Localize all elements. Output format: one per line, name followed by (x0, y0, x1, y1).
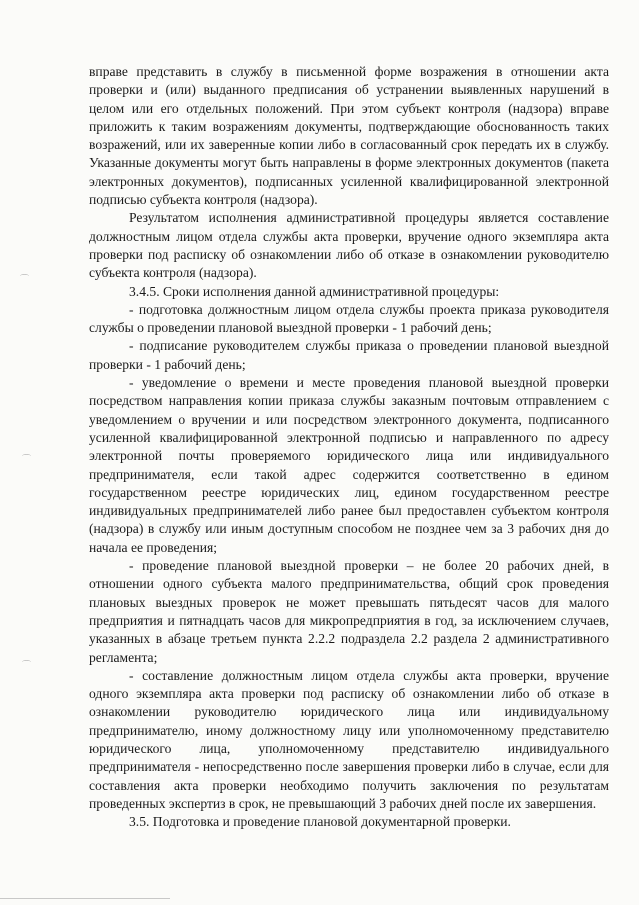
list-item: - составление должностным лицом отдела службы акта проверки, вручение одного экземпляра акта проверки под расписку об ознакомлении либо об отказе в ознакомлении руководителю юридического лица или индивидуальному предпринимателю, иному должностному лицу или уполномоченному представителю юридического лица, уполномоченному представителю индивидуального предпринимателя - непосредственно после завершения проверки либо в случае, если для составления акта проверки необходимо получить заключения по результатам проведенных экспертиз в срок, не превышающий 3 рабочих дней после их завершения. (89, 667, 609, 811)
section-3-5-heading: 3.5. Подготовка и проведение плановой документарной проверки. (129, 814, 511, 830)
list-item: - уведомление о времени и месте проведения плановой выездной проверки посредством направления копии приказа службы заказным почтовым отправлением с уведомлением о вручении и или посредством электронного документа, подписанного усиленной квалифицированной электронной подписью и направленного по адресу электронной почты проверяемого юридического лица или индивидуального предпринимателя, если такой адрес содержится соответственно в едином государственном реестре юридических лиц, едином государственном реестре индивидуальных предпринимателей либо ранее был предоставлен субъектом контроля (надзора) в службу или иным доступным способом не позднее чем за 3 рабочих дня до начала ее проведения; (89, 375, 609, 555)
paragraph-result: Результатом исполнения административной процедуры является составление должностным лицом отдела службы акта проверки, вручение одного экземпляра акта проверки под расписку об ознакомлении либо об отказе в ознакомлении руководителю субъекта контроля (надзора). (89, 210, 609, 281)
scan-artifact: ⌒ (20, 275, 30, 285)
list-item: - проведение плановой выездной проверки – не более 20 рабочих дней, в отношении одного субъекта малого предпринимательства, общий срок проведения плановых выездных проверок не может превышать пятьдесят часов для малого предприятия и пятнадцать часов для микропредприятия в год, за исключением случаев, указанных в абзаце третьем пункта 2.2.2 подраздела 2.2 раздела 2 административного регламента; (89, 558, 609, 665)
paragraph-continuation: вправе представить в службу в письменной форме возражения в отношении акта проверки и (или) выданного предписания об устранении выявленных нарушений в целом или его отдельных положений. При этом субъект контроля (надзора) вправе приложить к таким возражениям документы, подтверждающие обоснованность таких возражений, или их заверенные копии либо в согласованный срок передать их в службу. Указанные документы могут быть направлены в форме электронных документов (пакета электронных документов), подписанных усиленной квалифицированной электронной подписью субъекта контроля (надзора). (89, 64, 609, 208)
scan-artifact: ⌒ (22, 455, 32, 465)
section-3-4-5-heading: 3.4.5. Сроки исполнения данной административной процедуры: (129, 283, 500, 299)
document-body (89, 63, 609, 831)
list-item: - подписание руководителем службы приказа о проведении плановой выездной проверки - 1 рабочий день; (89, 338, 609, 372)
scan-artifact: ⌒ (22, 661, 32, 671)
list-item: - подготовка должностным лицом отдела службы проекта приказа руководителя службы о проведении плановой выездной проверки - 1 рабочий день; (89, 301, 609, 336)
scan-edge-line (0, 898, 170, 899)
